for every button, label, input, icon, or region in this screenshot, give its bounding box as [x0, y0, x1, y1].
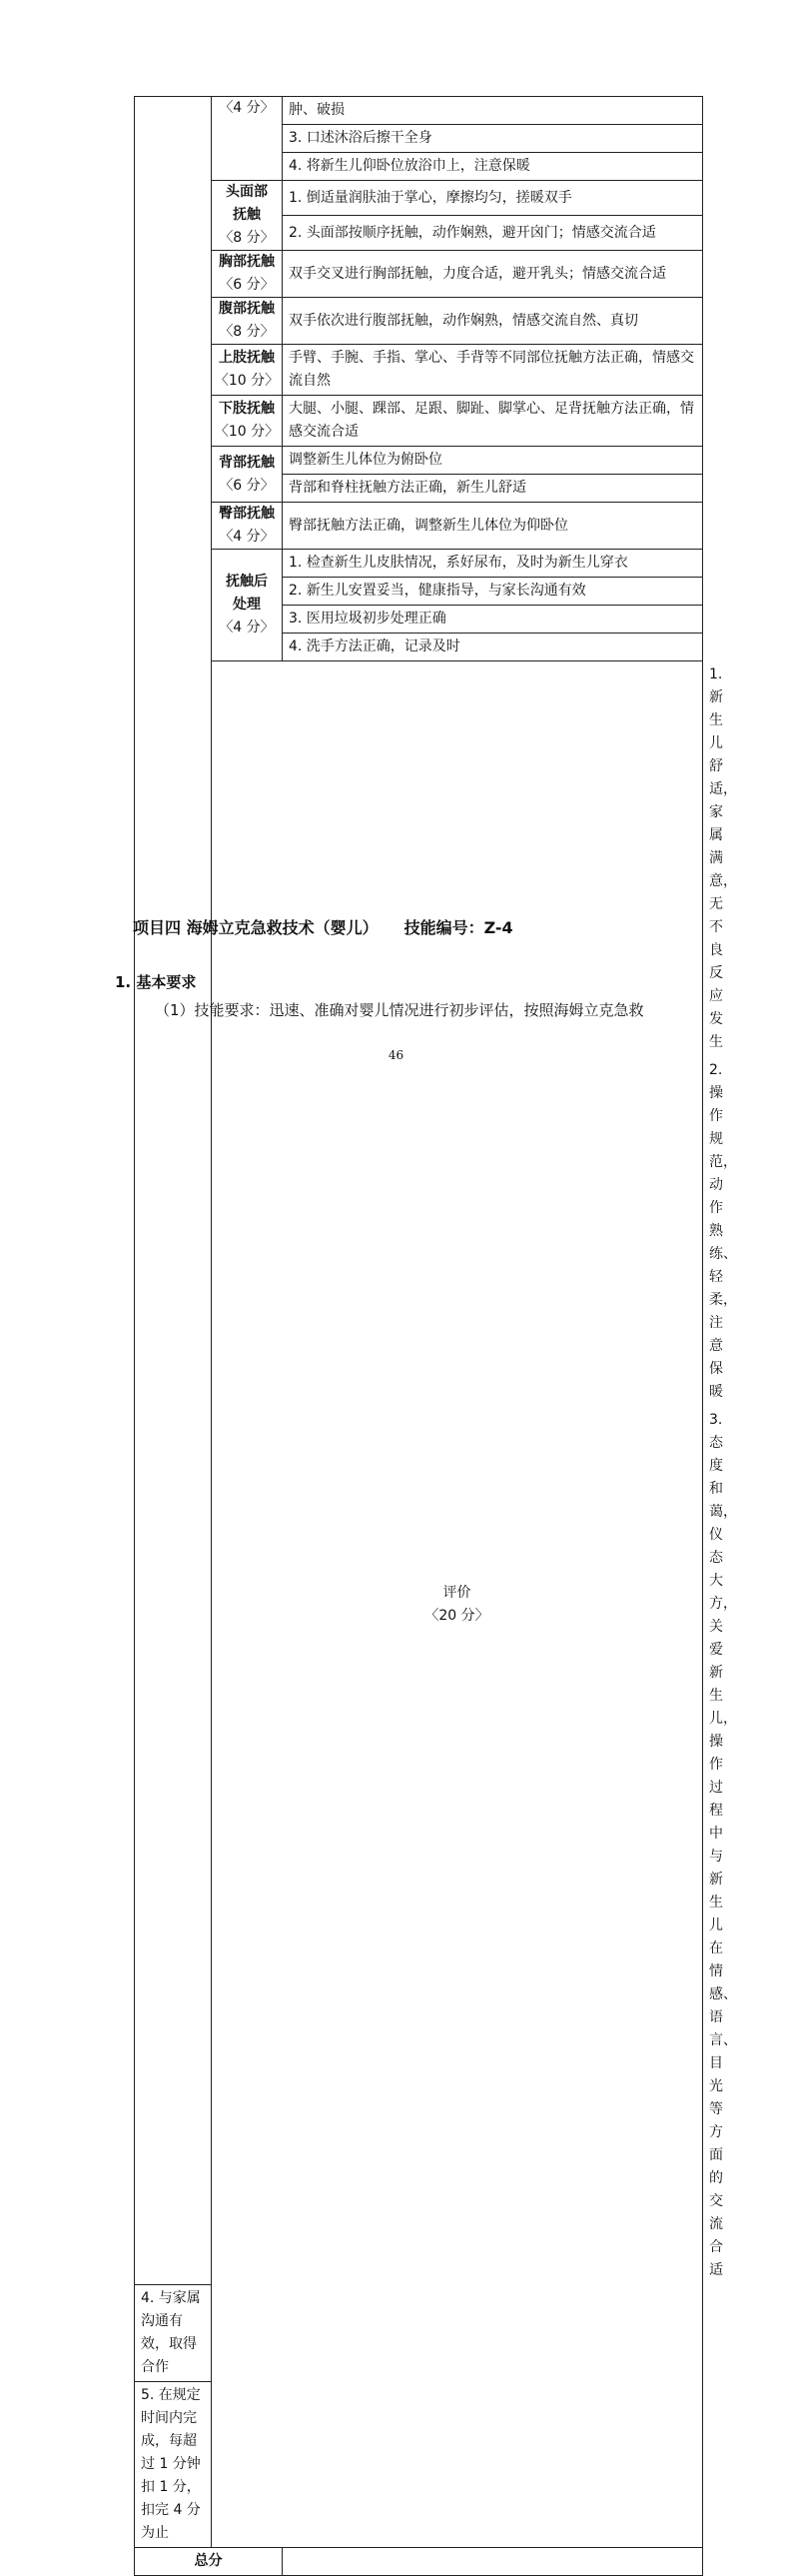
total-value-cell — [283, 2548, 703, 2576]
skill-code: 技能编号：Z-4 — [403, 918, 513, 937]
category-cell: 上肢抚触 〈10 分〉 — [212, 345, 283, 396]
category-cell: 〈4 分〉 — [212, 97, 283, 181]
item-cell: 大腿、小腿、踝部、足跟、脚趾、脚掌心、足背抚触方法正确，情感交流合适 — [283, 396, 703, 447]
table-row — [135, 345, 703, 396]
item-cell: 调整新生儿体位为俯卧位 — [283, 447, 703, 475]
table-row — [135, 181, 703, 216]
table-row — [135, 298, 703, 345]
item-cell: 4. 与家属沟通有效，取得合作 — [135, 2285, 212, 2382]
item-cell: 背部和脊柱抚触方法正确，新生儿舒适 — [283, 475, 703, 503]
item-cell: 1. 检查新生儿皮肤情况，系好尿布，及时为新生儿穿衣 — [283, 550, 703, 578]
total-label: 总分 — [135, 2548, 283, 2576]
item-cell: 肿、破损 — [283, 97, 703, 125]
table-row — [135, 503, 703, 550]
evaluation-cell: 评价 〈20 分〉 — [212, 661, 703, 2548]
category-cell: 抚触后 处理 〈4 分〉 — [212, 550, 283, 661]
table-row — [135, 550, 703, 578]
table-row: 3. 态度和蔼，仪态大方，关爱新生儿，操作过程中与新生儿在情感、语言、目光等方面的交流合适 — [709, 1412, 737, 2278]
item-cell: 3. 口述沐浴后擦干全身 — [283, 125, 703, 153]
item-cell: 双手依次进行腹部抚触，动作娴熟，情感交流自然、真切 — [283, 298, 703, 345]
item-cell: 4. 将新生儿仰卧位放浴巾上，注意保暖 — [283, 153, 703, 181]
item-cell: 5. 在规定时间内完成，每超过 1 分钟扣 1 分，扣完 4 分为止 — [135, 2382, 212, 2548]
subsection-title: 1. 基本要求 — [115, 973, 197, 991]
table-row: 2. 操作规范，动作熟练、轻柔，注意保暖 — [709, 1062, 737, 1400]
category-cell: 臀部抚触 〈4 分〉 — [212, 503, 283, 550]
item-cell: 双手交叉进行胸部抚触，力度合适，避开乳头；情感交流合适 — [283, 251, 703, 298]
category-cell: 腹部抚触 〈8 分〉 — [212, 298, 283, 345]
table-row: 评价 〈20 分〉 1. 新生儿舒适，家属满意，无不良反应发生 — [135, 661, 703, 1057]
category-cell: 胸部抚触 〈6 分〉 — [212, 251, 283, 298]
blank-cell — [135, 97, 212, 2285]
paragraph: （1）技能要求：迅速、准确对婴儿情况进行初步评估，按照海姆立克急救 — [155, 1001, 644, 1019]
item-cell: 3. 医用垃圾初步处理正确 — [283, 606, 703, 634]
item-cell: 2. 头面部按顺序抚触，动作娴熟，避开囟门；情感交流合适 — [283, 216, 703, 251]
item-cell: 臀部抚触方法正确，调整新生儿体位为仰卧位 — [283, 503, 703, 550]
table-row — [135, 251, 703, 298]
table-row — [135, 396, 703, 447]
table-row — [135, 447, 703, 475]
item-cell: 2. 新生儿安置妥当，健康指导，与家长沟通有效 — [283, 578, 703, 606]
category-cell: 头面部 抚触 〈8 分〉 — [212, 181, 283, 251]
item-cell: 4. 洗手方法正确，记录及时 — [283, 634, 703, 661]
section-title: 项目四 海姆立克急救技术（婴儿） 技能编号：Z-4 — [133, 918, 513, 937]
category-cell: 下肢抚触 〈10 分〉 — [212, 396, 283, 447]
page-number: 46 — [388, 1048, 404, 1062]
item-cell: 1. 倒适量润肤油于掌心，摩擦均匀，搓暖双手 — [283, 181, 703, 216]
scoring-table — [134, 96, 737, 2576]
category-cell: 背部抚触 〈6 分〉 — [212, 447, 283, 503]
table-row — [135, 2548, 703, 2576]
item-cell: 手臂、手腕、手指、掌心、手背等不同部位抚触方法正确，情感交流自然 — [283, 345, 703, 396]
table-row — [135, 97, 703, 125]
